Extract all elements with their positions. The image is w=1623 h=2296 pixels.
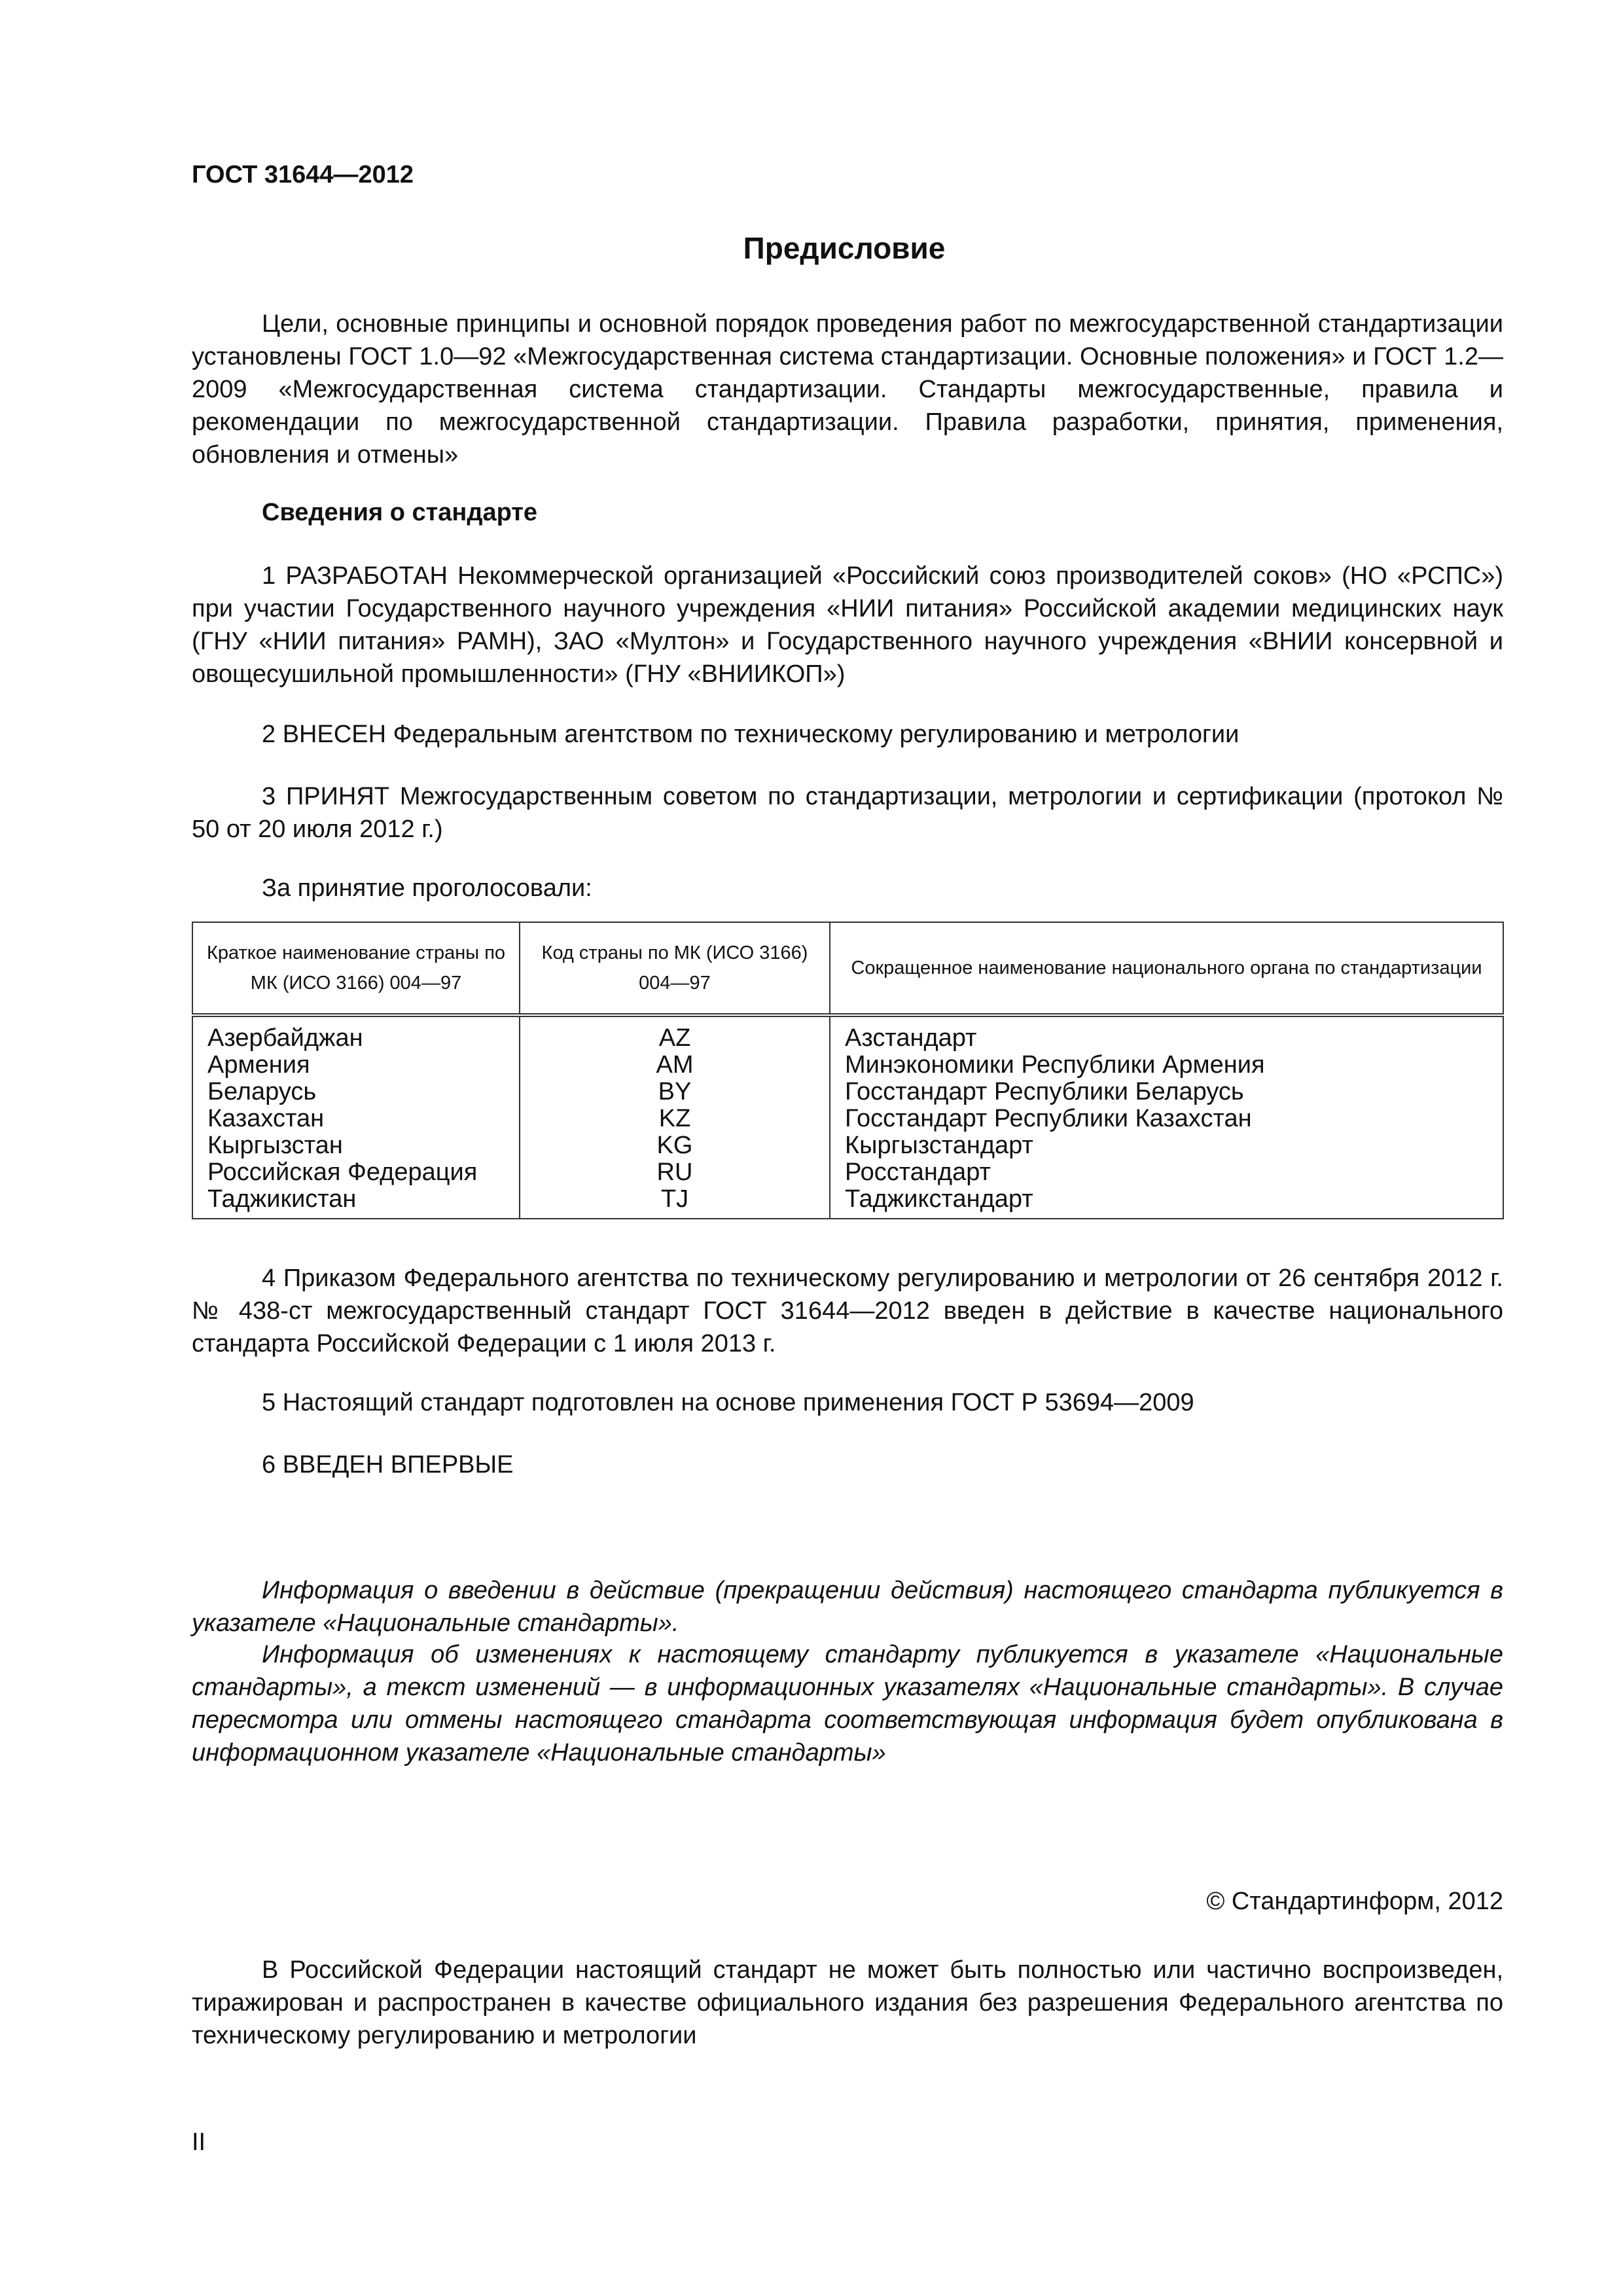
body-cell: Минэкономики Республики Армения bbox=[845, 1051, 1265, 1079]
page-title: Предисловие bbox=[743, 231, 946, 265]
copyright: © Стандартинформ, 2012 bbox=[1206, 1888, 1503, 1915]
item-4-order: 4 Приказом Федерального агентства по техническому регулированию и метрологии от 26 сентября 2012 г. № 438-ст межгосударственный стандарт ГОСТ 31644—2012 введен в действие в качестве национального стандарта Российской Федерации с 1 июля 2013 г. bbox=[192, 1265, 1503, 1357]
country-cell: Таджикистан bbox=[207, 1185, 357, 1213]
body-cell: Таджикстандарт bbox=[845, 1185, 1033, 1213]
page-number: II bbox=[192, 2128, 206, 2156]
code-cell: KG bbox=[656, 1132, 693, 1159]
code-cell: BY bbox=[658, 1078, 692, 1105]
standard-info-heading: Сведения о стандарте bbox=[262, 499, 538, 526]
country-cell: Армения bbox=[207, 1051, 310, 1079]
header-country: Краткое наименование страны по МК (ИСО 3166) 004—97 bbox=[192, 922, 520, 1015]
country-cell: Казахстан bbox=[207, 1105, 325, 1132]
code-cell: TJ bbox=[660, 1185, 689, 1213]
document-code: ГОСТ 31644—2012 bbox=[192, 161, 414, 188]
country-cell: Азербайджан bbox=[207, 1024, 363, 1052]
code-cell: KZ bbox=[658, 1105, 691, 1132]
country-cell: Российская Федерация bbox=[207, 1158, 478, 1186]
header-body: Сокращенное наименование национального органа по стандартизации bbox=[830, 922, 1503, 1015]
code-cell: AM bbox=[656, 1051, 694, 1079]
item-3-adopted: 3 ПРИНЯТ Межгосударственным советом по стандартизации, метрологии и сертификации (протокол № 50 от 20 июля 2012 г.) bbox=[192, 783, 1503, 843]
body-cell: Кыргызстандарт bbox=[845, 1132, 1033, 1159]
table-header-row bbox=[192, 922, 1503, 1015]
header-code: Код страны по МК (ИСО 3166) 004—97 bbox=[520, 922, 830, 1015]
vote-table bbox=[192, 922, 1504, 1219]
notice-paragraph-1: Информация о введении в действие (прекращении действия) настоящего стандарта публикуется в указателе «Национальные стандарты». bbox=[192, 1577, 1503, 1637]
item-1-developed: 1 РАЗРАБОТАН Некоммерческой организацией «Российский союз производителей соков» (НО «РСПС») при участии Государственного научного учреждения «НИИ питания» Российской академии медицинских наук (ГНУ «НИИ питания» РАМН), ЗАО «Мултон» и Государственного научного учреждения «ВНИИ консервной и овощесушильной промышленности» (ГНУ «ВНИИКОП») bbox=[192, 562, 1503, 688]
code-cell: RU bbox=[656, 1158, 693, 1186]
notice-paragraph-2: Информация об изменениях к настоящему стандарту публикуется в указателе «Национальные стандарты», а текст изменений — в информационных указателях «Национальные стандарты». В случае пересмотра или отмены настоящего стандарта соответствующая информация будет опубликована в информационном указателе «Национальные стандарты» bbox=[192, 1641, 1503, 1767]
country-column bbox=[192, 1015, 520, 1219]
table-row bbox=[192, 1015, 1503, 1219]
body-cell: Росстандарт bbox=[845, 1158, 991, 1186]
intro-paragraph: Цели, основные принципы и основной порядок проведения работ по межгосударственной стандартизации установлены ГОСТ 1.0—92 «Межгосударственная система стандартизации. Основные положения» и ГОСТ 1.2—2009 «Межгосударственная система стандартизации. Стандарты межгосударственные, правила и рекомендации по межгосударственной стандартизации. Правила разработки, принятия, применения, обновления и отмены» bbox=[192, 310, 1503, 469]
rights-paragraph: В Российской Федерации настоящий стандарт не может быть полностью или частично воспроизведен, тиражирован и распространен в качестве официального издания без разрешения Федерального агентства по техническому регулированию и метрологии bbox=[192, 1956, 1503, 2049]
country-cell: Кыргызстан bbox=[207, 1132, 343, 1159]
body-cell: Госстандарт Республики Беларусь bbox=[845, 1078, 1244, 1105]
item-2-submitted: 2 ВНЕСЕН Федеральным агентством по техническому регулированию и метрологии bbox=[262, 721, 1240, 748]
body-column bbox=[830, 1015, 1503, 1219]
body-cell: Азстандарт bbox=[845, 1024, 977, 1052]
body-cell: Госстандарт Республики Казахстан bbox=[845, 1105, 1252, 1132]
code-cell: AZ bbox=[658, 1024, 691, 1052]
code-column bbox=[520, 1015, 830, 1219]
voted-label: За принятие проголосовали: bbox=[262, 874, 592, 902]
item-6-first-introduced: 6 ВВЕДЕН ВПЕРВЫЕ bbox=[262, 1451, 514, 1479]
item-5-basis: 5 Настоящий стандарт подготовлен на основе применения ГОСТ Р 53694—2009 bbox=[262, 1389, 1194, 1416]
country-cell: Беларусь bbox=[207, 1078, 317, 1105]
